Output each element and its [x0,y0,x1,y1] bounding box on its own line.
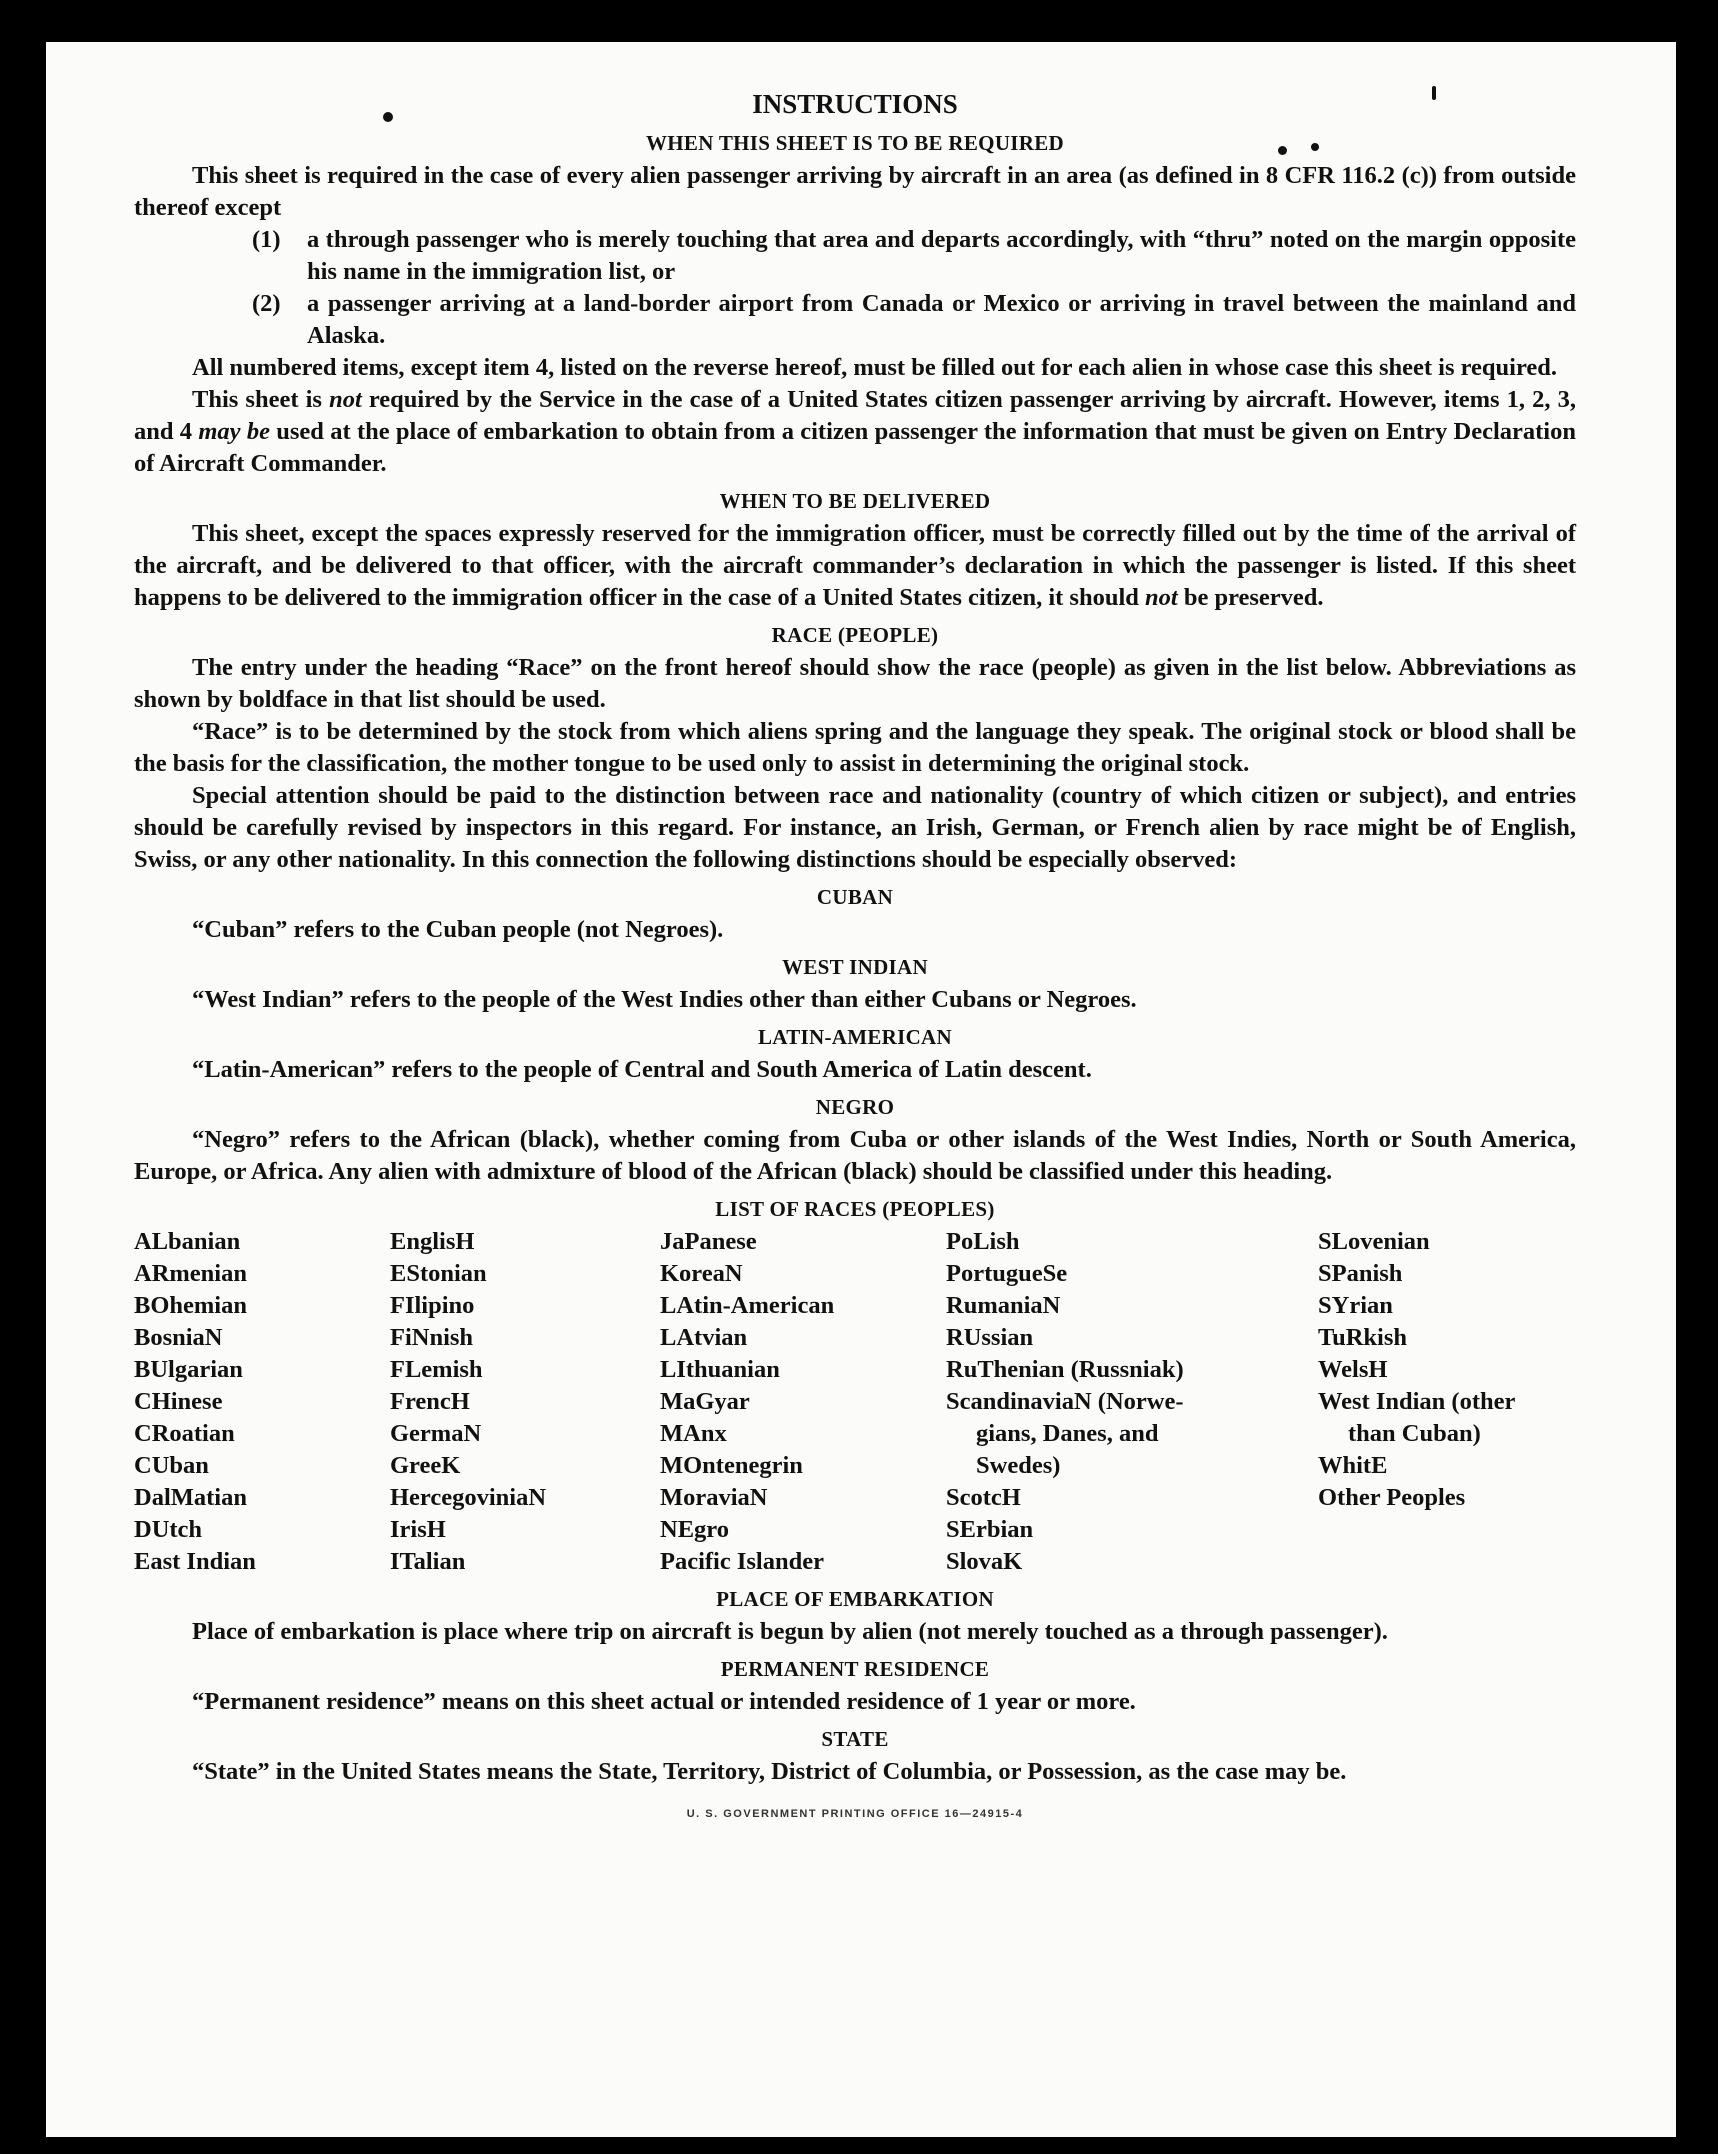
race-entry: Other Peoples [1318,1484,1466,1511]
document-content [134,86,1576,1830]
race-entry: EnglisH [390,1228,475,1255]
item-number: (2) [252,290,281,317]
document-sheet [46,42,1676,2137]
page-title: INSTRUCTIONS [752,89,958,119]
race-entry: East Indian [134,1548,256,1575]
race-entry: JaPanese [660,1228,757,1255]
item-text: a through passenger who is merely touching that area and departs accordingly, with “thru” noted on the margin opposite his name in the immigration list, or [307,226,1576,285]
race-entry: FIlipino [390,1292,475,1319]
race-entry: KoreaN [660,1260,743,1287]
race-entry: TuRkish [1318,1324,1408,1351]
list-item [252,288,1576,352]
race-entry: MaGyar [660,1388,750,1415]
race-entry: RumaniaN [946,1292,1061,1319]
paragraph: “Cuban” refers to the Cuban people (not Negroes). [192,916,724,943]
text-run: This sheet, except the spaces expressly reserved for the immigration officer, must be correctly filled out by the time of the arrival of the aircraft, and be delivered to that officer, with the aircraft commander’s declaration in which the passenger is listed. If this sheet happens to be delivered to the immigration officer in the case of a United States citizen, it should [134,520,1576,611]
race-entry: ScandinaviaN (Norwe- [946,1388,1184,1415]
section-heading: WEST INDIAN [782,955,928,979]
race-entry: RUssian [946,1324,1034,1351]
paragraph: “Latin-American” refers to the people of Central and South America of Latin descent. [192,1056,1092,1083]
section-heading: WHEN TO BE DELIVERED [719,489,991,513]
paragraph [134,518,1576,614]
race-entry: WelsH [1318,1356,1388,1383]
paragraph: “Permanent residence” means on this sheet actual or intended residence of 1 year or more. [192,1688,1136,1715]
race-entry: PortugueSe [946,1260,1068,1287]
race-entry: RuThenian (Russniak) [946,1356,1184,1383]
race-entry: GreeK [390,1452,461,1479]
race-entry: SYrian [1318,1292,1393,1319]
races-table [134,1226,1576,1578]
section-heading: LATIN-AMERICAN [758,1025,952,1049]
section-heading: NEGRO [815,1095,895,1119]
race-entry: SlovaK [946,1548,1023,1575]
race-entry: West Indian (other [1318,1388,1516,1415]
race-entry: SPanish [1318,1260,1403,1287]
item-text: a passenger arriving at a land-border airport from Canada or Mexico or arriving in travel between the mainland and Alaska. [307,290,1576,349]
race-entry: DUtch [134,1516,203,1543]
paragraph: “Race” is to be determined by the stock from which aliens spring and the language they speak. The original stock or blood shall be the basis for the classification, the mother tongue to be used only to assist in determining the original stock. [134,718,1576,777]
race-entry: MOntenegrin [660,1452,803,1479]
race-entry: MAnx [660,1420,727,1447]
race-entry: GermaN [390,1420,482,1447]
race-entry: LIthuanian [660,1356,780,1383]
emphasis: may be [198,418,270,445]
item-number: (1) [252,226,281,253]
race-entry: CRoatian [134,1420,235,1447]
races-heading: LIST OF RACES (PEOPLES) [715,1197,995,1221]
races-column [946,1226,1318,1578]
text-run: This sheet is [192,386,330,413]
races-column [660,1226,946,1578]
printer-imprint: U. S. GOVERNMENT PRINTING OFFICE 16—24915-4 [686,1808,1024,1820]
race-entry: FLemish [390,1356,483,1383]
race-entry: FiNnish [390,1324,474,1351]
race-entry: SLovenian [1318,1228,1430,1255]
paragraph: “Negro” refers to the African (black), whether coming from Cuba or other islands of the West Indies, North or South America, Europe, or Africa. Any alien with admixture of blood of the African (black) should be classified under this heading. [134,1126,1576,1185]
race-entry-continued: gians, Danes, and [976,1420,1159,1447]
section-heading: STATE [821,1727,889,1751]
race-entry: ITalian [390,1548,466,1575]
race-entry: EStonian [390,1260,487,1287]
race-entry: IrisH [390,1516,446,1543]
race-entry: ARmenian [134,1260,247,1287]
paragraph: “State” in the United States means the State, Territory, District of Columbia, or Possession, as the case may be. [192,1758,1347,1785]
race-entry: Pacific Islander [660,1548,824,1575]
paragraph [134,384,1576,480]
paragraph: All numbered items, except item 4, listed on the reverse hereof, must be filled out for each alien in whose case this sheet is required. [192,354,1558,381]
section-heading: PERMANENT RESIDENCE [720,1657,990,1681]
races-column [390,1226,660,1578]
race-entry: PoLish [946,1228,1020,1255]
race-entry: BOhemian [134,1292,247,1319]
list-item [252,224,1576,288]
text-run: required by the Service in the case of a United States citizen passenger arriving by aircraft. However, items 1, 2, 3, and 4 [134,386,1577,445]
race-entry: BosniaN [134,1324,223,1351]
emphasis: not [1145,584,1178,611]
section-heading: WHEN THIS SHEET IS TO BE REQUIRED [645,131,1064,155]
race-entry: LAtin-American [660,1292,835,1319]
section-heading: PLACE OF EMBARKATION [716,1587,994,1611]
race-entry: ScotcH [946,1484,1021,1511]
race-entry: BUlgarian [134,1356,243,1383]
text-run: be preserved. [1177,584,1324,611]
emphasis: not [329,386,362,413]
race-entry: FrencH [390,1388,470,1415]
race-entry: CHinese [134,1388,223,1415]
paragraph: “West Indian” refers to the people of the West Indies other than either Cubans or Negroes. [192,986,1137,1013]
paragraph: This sheet is required in the case of every alien passenger arriving by aircraft in an area (as defined in 8 CFR 116.2 (c)) from outside thereof except [134,162,1576,221]
race-entry: NEgro [660,1516,729,1543]
section-heading: CUBAN [816,885,894,909]
paragraph: Special attention should be paid to the distinction between race and nationality (country of which citizen or subject), and entries should be carefully revised by inspectors in this regard. For instance, an Irish, German, or French alien by race might be of English, Swiss, or any other nationality. In this connection the following distinctions should be especially observed: [134,782,1576,873]
race-entry: HercegoviniaN [390,1484,547,1511]
paragraph: Place of embarkation is place where trip on aircraft is begun by alien (not merely touched as a through passenger). [192,1618,1388,1645]
race-entry: CUban [134,1452,209,1479]
races-column [1318,1226,1576,1578]
race-entry: LAtvian [660,1324,748,1351]
race-entry: SErbian [946,1516,1034,1543]
race-entry: WhitE [1318,1452,1388,1479]
text-run: used at the place of embarkation to obtain from a citizen passenger the information that must be given on Entry Declaration of Aircraft Commander. [134,418,1576,477]
race-entry-continued: than Cuban) [1348,1420,1481,1447]
race-entry: MoraviaN [660,1484,768,1511]
race-entry-continued: Swedes) [976,1452,1061,1479]
race-entry: DalMatian [134,1484,247,1511]
paragraph: The entry under the heading “Race” on the front hereof should show the race (people) as given in the list below. Abbreviations as shown by boldface in that list should be used. [134,654,1576,713]
races-column [134,1226,390,1578]
race-entry: ALbanian [134,1228,241,1255]
section-heading: RACE (PEOPLE) [771,623,939,647]
